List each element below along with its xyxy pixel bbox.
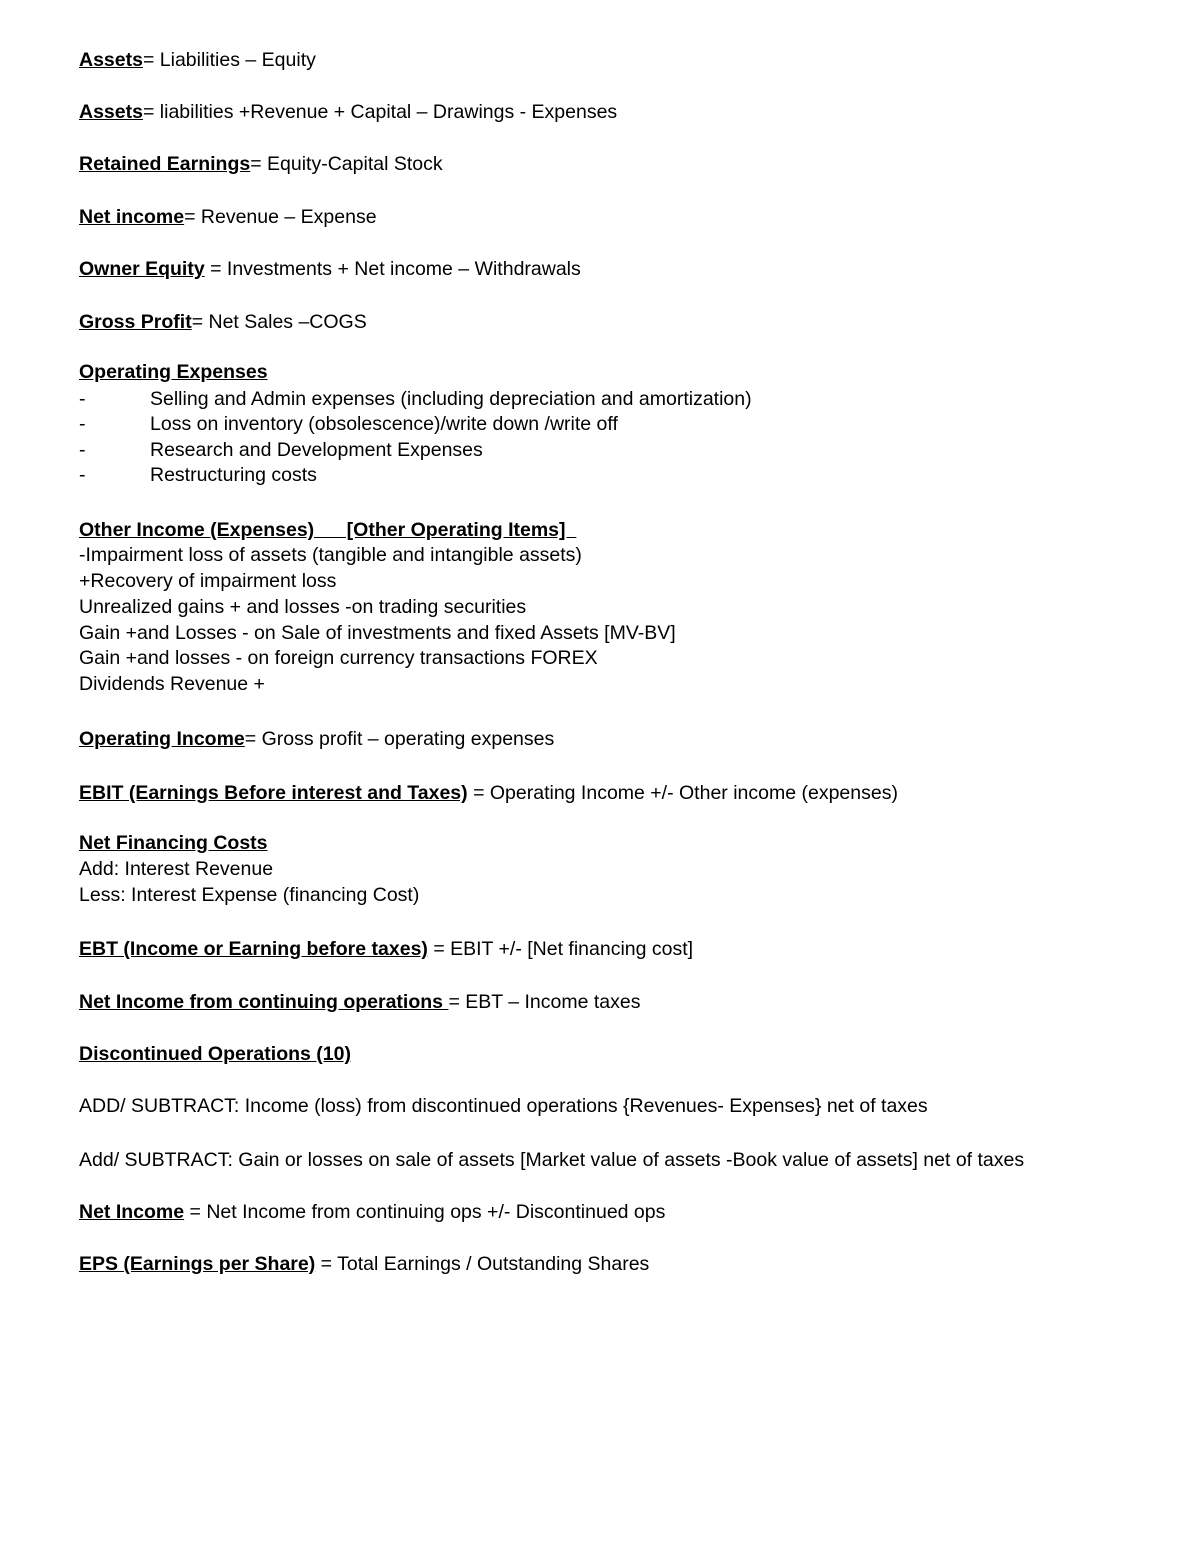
discontinued-operations-heading: Discontinued Operations (10) [79, 1043, 351, 1065]
list-item: Dividends Revenue + [79, 673, 265, 695]
assets-formula-1 [79, 47, 316, 73]
list-item-text: Research and Development Expenses [150, 439, 483, 461]
formula-term: Net Income from continuing operations [79, 991, 449, 1013]
formula-definition: = EBT – Income taxes [448, 991, 641, 1013]
eps-formula [79, 1251, 649, 1277]
formula-term: Owner Equity [79, 258, 205, 280]
formula-term: Net income [79, 206, 185, 228]
ebit-formula [79, 780, 898, 806]
formula-term: Gross Profit [79, 311, 192, 333]
list-item: Add: Interest Revenue [79, 858, 274, 880]
formula-definition: = Operating Income +/- Other income (expenses) [467, 782, 898, 804]
formula-definition: = Liabilities – Equity [142, 49, 316, 71]
list-item [79, 437, 483, 463]
bullet-dash: - [79, 388, 86, 410]
formula-term: Retained Earnings [79, 153, 251, 175]
formula-term: Operating Income [79, 728, 245, 750]
formula-definition: = Revenue – Expense [184, 206, 377, 228]
formula-definition: = liabilities +Revenue + Capital – Drawings - Expenses [142, 101, 618, 123]
discontinued-line: ADD/ SUBTRACT: Income (loss) from discontinued operations {Revenues- Expenses} net of taxes [79, 1095, 928, 1117]
list-item-text: Loss on inventory (obsolescence)/write down /write off [150, 413, 618, 435]
ebt-formula [79, 936, 693, 962]
formula-definition: = Gross profit – operating expenses [244, 728, 555, 750]
gross-profit-formula [79, 309, 367, 335]
bullet-dash: - [79, 413, 86, 435]
list-item: -Impairment loss of assets (tangible and intangible assets) [79, 544, 582, 566]
list-item [79, 411, 618, 437]
assets-formula-2 [79, 99, 617, 125]
owner-equity-formula [79, 256, 581, 282]
list-item: Less: Interest Expense (financing Cost) [79, 884, 420, 906]
list-item-text: Selling and Admin expenses (including depreciation and amortization) [150, 388, 752, 410]
formula-definition: = Net Income from continuing ops +/- Discontinued ops [184, 1201, 666, 1223]
formula-term: EBT (Income or Earning before taxes) [79, 938, 428, 960]
formula-definition: = Equity-Capital Stock [250, 153, 443, 175]
bullet-dash: - [79, 464, 86, 486]
formula-definition: = EBIT +/- [Net financing cost] [427, 938, 694, 960]
list-item [79, 462, 317, 488]
formula-term: Assets [79, 101, 143, 123]
other-income-heading: Other Income (Expenses) [Other Operating Items] [79, 519, 577, 541]
net-income-continuing-formula [79, 989, 640, 1015]
operating-income-formula [79, 726, 554, 752]
list-item: Gain +and Losses - on Sale of investments and fixed Assets [MV-BV] [79, 622, 676, 644]
list-item [79, 386, 752, 412]
formula-term: EPS (Earnings per Share) [79, 1253, 316, 1275]
operating-expenses-heading: Operating Expenses [79, 361, 268, 383]
formula-term: Net Income [79, 1201, 185, 1223]
list-item: Gain +and losses - on foreign currency transactions FOREX [79, 647, 598, 669]
net-income-formula [79, 204, 377, 230]
list-item-text: Restructuring costs [150, 464, 317, 486]
net-income-total-formula [79, 1199, 665, 1225]
formula-term: Assets [79, 49, 143, 71]
list-item: Unrealized gains + and losses -on trading securities [79, 596, 527, 618]
retained-earnings-formula [79, 151, 443, 177]
net-financing-heading: Net Financing Costs [79, 832, 268, 854]
formula-definition: = Net Sales –COGS [191, 311, 367, 333]
discontinued-line: Add/ SUBTRACT: Gain or losses on sale of assets [Market value of assets -Book value of assets] net of taxes [79, 1149, 1025, 1171]
list-item: +Recovery of impairment loss [79, 570, 337, 592]
formula-term: EBIT (Earnings Before interest and Taxes) [79, 782, 468, 804]
formula-definition: = Investments + Net income – Withdrawals [204, 258, 581, 280]
formula-definition: = Total Earnings / Outstanding Shares [315, 1253, 650, 1275]
bullet-dash: - [79, 439, 86, 461]
